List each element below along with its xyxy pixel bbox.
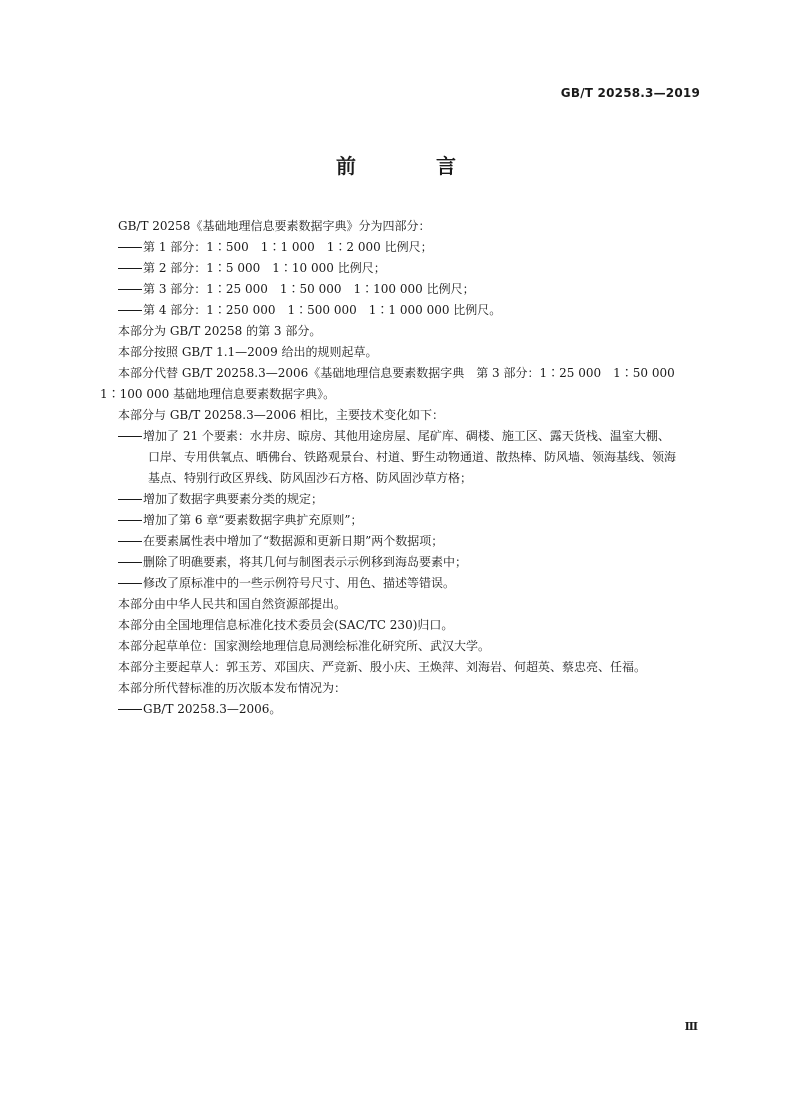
dash-bullet [118, 583, 142, 584]
foreword-body [100, 216, 704, 720]
history-intro-paragraph: 本部分所代替标准的历次版本发布情况为： [118, 681, 347, 695]
page-number: Ⅲ [684, 1020, 698, 1033]
dash-bullet [118, 268, 142, 269]
change-text: 在要素属性表中增加了“数据源和更新日期”两个数据项； [143, 534, 444, 548]
replaces-paragraph-line1: 本部分代替 GB/T 20258.3—2006《基础地理信息要素数据字典 第 3 部分：1∶25 000 1∶50 000 [118, 366, 675, 380]
this-part-paragraph: 本部分为 GB/T 20258 的第 3 部分。 [118, 324, 322, 338]
dash-bullet [118, 520, 142, 521]
part-text: 第 1 部分：1∶500 1∶1 000 1∶2 000 比例尺； [143, 240, 433, 254]
replaces-paragraph-line2: 1∶100 000 基础地理信息要素数据字典》。 [100, 387, 336, 401]
part-text: 第 3 部分：1∶25 000 1∶50 000 1∶100 000 比例尺； [143, 282, 475, 296]
change-list-item [118, 510, 704, 531]
dash-bullet [118, 709, 142, 710]
part-text: 第 2 部分：1∶5 000 1∶10 000 比例尺； [143, 261, 386, 275]
part-list-item [118, 258, 704, 279]
change-list-item-continuation: 口岸、专用供氧点、晒佛台、铁路观景台、村道、野生动物通道、散热棒、防风墙、领海基线、领海 [148, 450, 677, 464]
part-list-item [118, 279, 704, 300]
drafting-units-paragraph: 本部分起草单位：国家测绘地理信息局测绘标准化研究所、武汉大学。 [118, 639, 491, 653]
change-text: 增加了 21 个要素：水井房、晾房、其他用途房屋、尾矿库、碉楼、施工区、露天货栈、温室大棚、 [143, 429, 670, 443]
dash-bullet [118, 562, 142, 563]
change-list-item [118, 489, 704, 510]
dash-bullet [118, 310, 142, 311]
part-list-item [118, 237, 704, 258]
change-list-item [118, 552, 704, 573]
change-list-item-continuation: 基点、特别行政区界线、防风固沙石方格、防风固沙草方格； [148, 471, 473, 485]
history-text: GB/T 20258.3—2006。 [143, 702, 282, 716]
proposed-by-paragraph: 本部分由中华人民共和国自然资源部提出。 [118, 597, 347, 611]
standard-code: GB/T 20258.3—2019 [560, 86, 700, 100]
dash-bullet [118, 436, 142, 437]
dash-bullet [118, 247, 142, 248]
dash-bullet [118, 499, 142, 500]
part-list-item [118, 300, 704, 321]
change-text: 增加了第 6 章“要素数据字典扩充原则”； [143, 513, 363, 527]
dash-bullet [118, 289, 142, 290]
change-text: 修改了原标准中的一些示例符号尺寸、用色、描述等错误。 [143, 576, 456, 590]
history-list-item [118, 699, 704, 720]
change-list-item [118, 426, 704, 447]
changes-intro-paragraph: 本部分与 GB/T 20258.3—2006 相比，主要技术变化如下： [118, 408, 445, 422]
drafters-paragraph: 本部分主要起草人：郭玉芳、邓国庆、严竞新、殷小庆、王焕萍、刘海岩、何超英、蔡忠亮、任福。 [118, 660, 647, 674]
dash-bullet [118, 541, 142, 542]
jurisdiction-paragraph: 本部分由全国地理信息标准化技术委员会(SAC/TC 230)归口。 [118, 618, 454, 632]
change-text: 增加了数据字典要素分类的规定； [143, 492, 324, 506]
change-text: 删除了明礁要素，将其几何与制图表示示例移到海岛要素中； [143, 555, 468, 569]
part-text: 第 4 部分：1∶250 000 1∶500 000 1∶1 000 000 比例尺。 [143, 303, 502, 317]
change-list-item [118, 573, 704, 594]
change-list-item [118, 531, 704, 552]
page-title: 前 言 [336, 154, 486, 178]
drafting-rules-paragraph: 本部分按照 GB/T 1.1—2009 给出的规则起草。 [118, 345, 378, 359]
intro-paragraph: GB/T 20258《基础地理信息要素数据字典》分为四部分： [118, 219, 431, 233]
